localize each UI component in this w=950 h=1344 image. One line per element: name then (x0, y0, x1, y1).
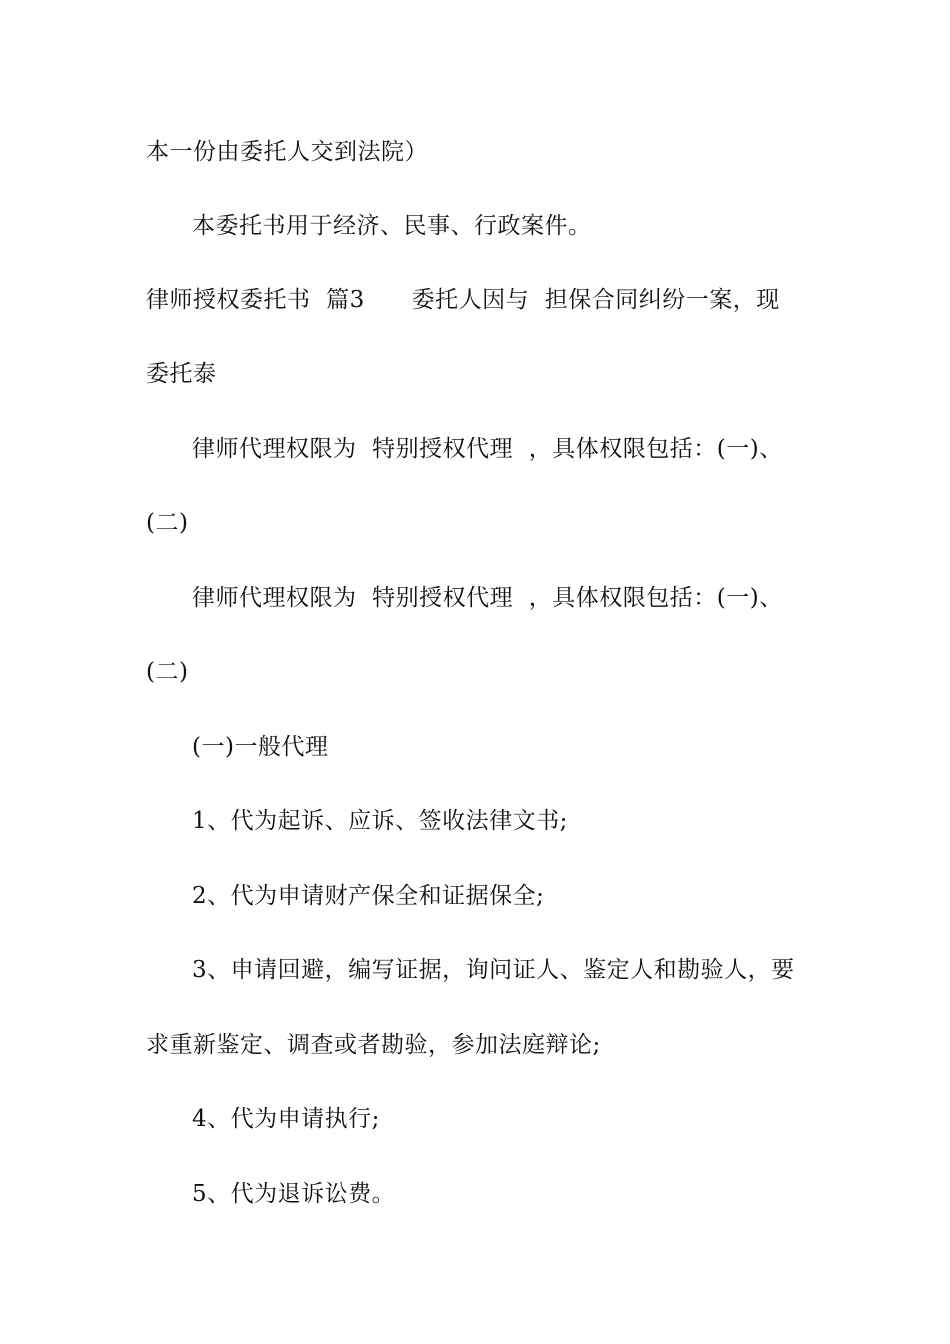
text-line-15: 5、代为退诉讼费。 (192, 1181, 396, 1207)
text-line-4: 委托泰 (146, 361, 217, 387)
text-line-6: (二) (146, 510, 189, 536)
text-line-12: 3、申请回避，编写证据，询问证人、鉴定人和勘验人，要 (192, 957, 795, 983)
text-line-8: (二) (146, 659, 189, 685)
text-line-10: 1、代为起诉、应诉、签收法律文书; (192, 808, 568, 834)
text-line-11: 2、代为申请财产保全和证据保全; (192, 883, 545, 909)
text-line-1: 本一份由委托人交到法院） (146, 139, 428, 165)
text-line-2: 本委托书用于经济、民事、行政案件。 (192, 213, 592, 239)
text-line-14: 4、代为申请执行; (192, 1106, 380, 1132)
text-line-7: 律师代理权限为 特别授权代理 ，具体权限包括：(一)、 (192, 585, 783, 611)
text-line-5: 律师代理权限为 特别授权代理 ，具体权限包括：(一)、 (192, 436, 783, 462)
text-line-9: (一)一般代理 (192, 734, 329, 760)
text-line-3: 律师授权委托书 篇3 委托人因与 担保合同纠纷一案，现 (146, 287, 780, 313)
text-line-13: 求重新鉴定、调查或者勘验，参加法庭辩论; (146, 1032, 601, 1058)
